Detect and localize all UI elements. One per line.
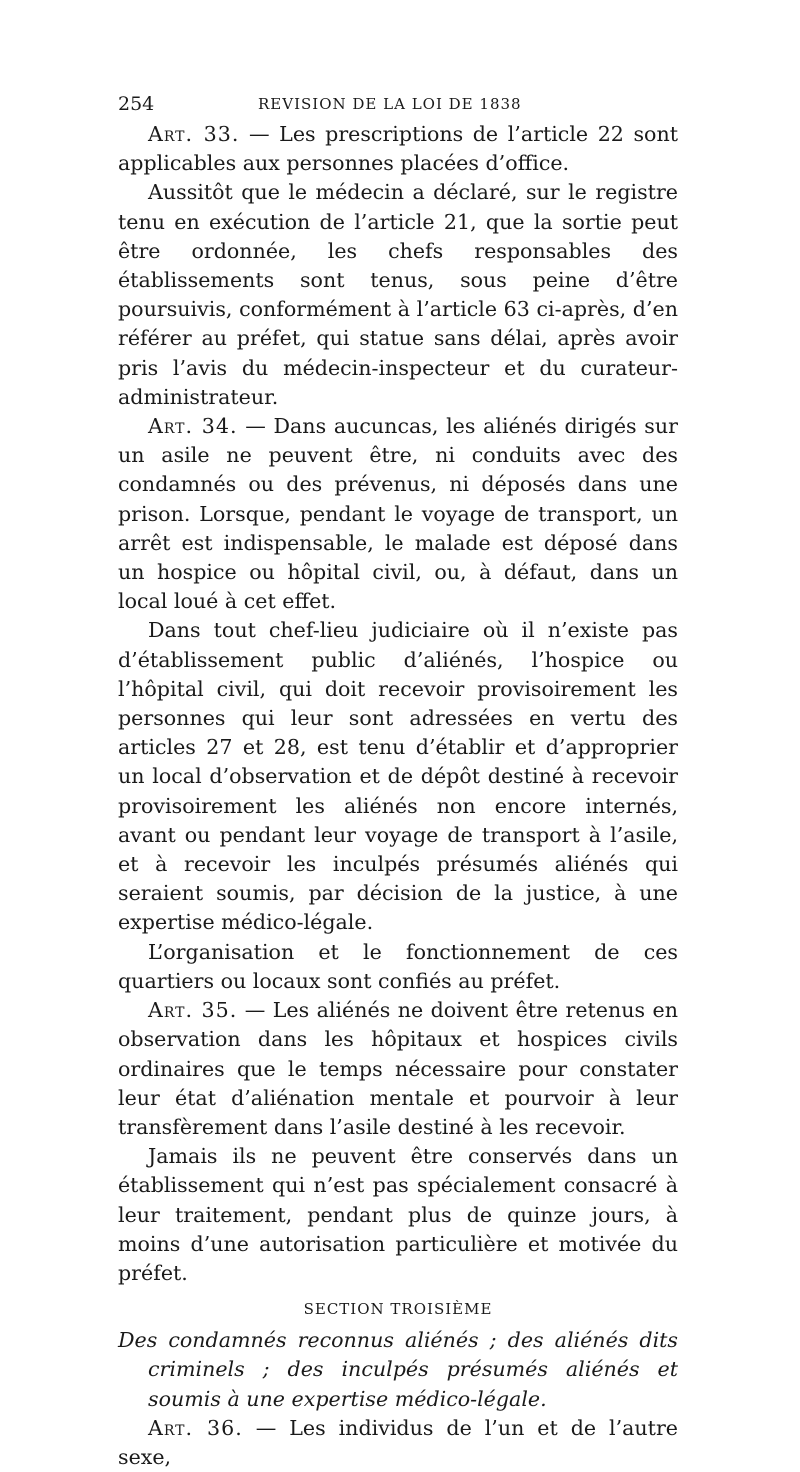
- section-subtitle: Des condamnés reconnus aliénés ; des aliénés dits criminels ; des inculpés présumés aliénés et soumis à une expertise médico-légale.: [118, 1328, 678, 1411]
- body-text: [118, 120, 678, 1472]
- paragraph-text: Jamais ils ne peuvent être conservés dans un établissement qui n’est pas spécialement consacré à leur traitement, pendant plus de quinze jours, à moins d’une autorisation particulière et motivée du préfet.: [118, 1144, 678, 1285]
- article-label: Art. 35.: [148, 998, 238, 1023]
- article-label: Art. 36.: [148, 1415, 243, 1440]
- paragraph-text: Dans tout chef-lieu judiciaire où il n’existe pas d’établissement public d’aliénés, l’hospice ou l’hôpital civil, qui doit recevoir provisoirement les personnes qui leur sont adressées en vertu des articles 27 et 28, est tenu d’établir et d’approprier un local d’observation et de dépôt destiné à recevoir provisoirement les aliénés non encore internés, avant ou pendant leur voyage de transport à l’asile, et à recevoir les inculpés présumés aliénés qui seraient soumis, par décision de la justice, à une expertise médico-légale.: [118, 618, 678, 935]
- article-label: Art. 34.: [148, 414, 238, 439]
- paragraph-text: — Les individus de l’un et de l’autre sexe,: [118, 1415, 678, 1469]
- article-label: Art. 33.: [148, 122, 240, 146]
- paragraph-text: — Les prescriptions de l’article 22 sont applicables aux personnes placées d’office.: [118, 122, 678, 176]
- paragraph: [118, 938, 678, 996]
- paragraph-art-35: [118, 996, 678, 1142]
- paragraph-text: Aussitôt que le médecin a déclaré, sur le registre tenu en exécution de l’article 21, que la sortie peut être ordonnée, les chefs responsables des établissements sont tenus, sous peine d’être poursuivis, conformément à l’article 63 ci-après, d’en référer au préfet, qui statue sans délai, après avoir pris l’avis du médecin-inspecteur et du curateur-administrateur.: [118, 180, 678, 409]
- book-page: [118, 92, 678, 1472]
- paragraph-art-33: [118, 120, 678, 178]
- section-heading: SECTION TROISIÈME: [303, 1300, 493, 1319]
- paragraph-text: — Les aliénés ne doivent être retenus en observation dans les hôpitaux et hospices civils ordinaires que le temps nécessaire pour constater leur état d’aliénation mentale et pourvoir à leur transfèrement dans l’asile destiné à les recevoir.: [118, 998, 678, 1139]
- paragraph-text: — Dans aucuncas, les aliénés dirigés sur un asile ne peuvent être, ni conduits avec des condamnés ou des prévenus, ni déposés dans une prison. Lorsque, pendant le voyage de transport, un arrêt est indispensable, le malade est déposé dans un hospice ou hôpital civil, ou, à défaut, dans un local loué à cet effet.: [118, 414, 678, 614]
- running-title: REVISION DE LA LOI DE 1838: [258, 95, 522, 113]
- paragraph: [118, 178, 678, 412]
- page-number: 254: [118, 93, 155, 115]
- paragraph-art-34: [118, 412, 678, 616]
- paragraph: [118, 616, 678, 937]
- paragraph-art-36: [118, 1414, 678, 1472]
- paragraph: [118, 1142, 678, 1288]
- paragraph-text: L’organisation et le fonctionnement de ces quartiers ou locaux sont confiés au préfet.: [118, 939, 678, 993]
- running-header: [118, 92, 678, 116]
